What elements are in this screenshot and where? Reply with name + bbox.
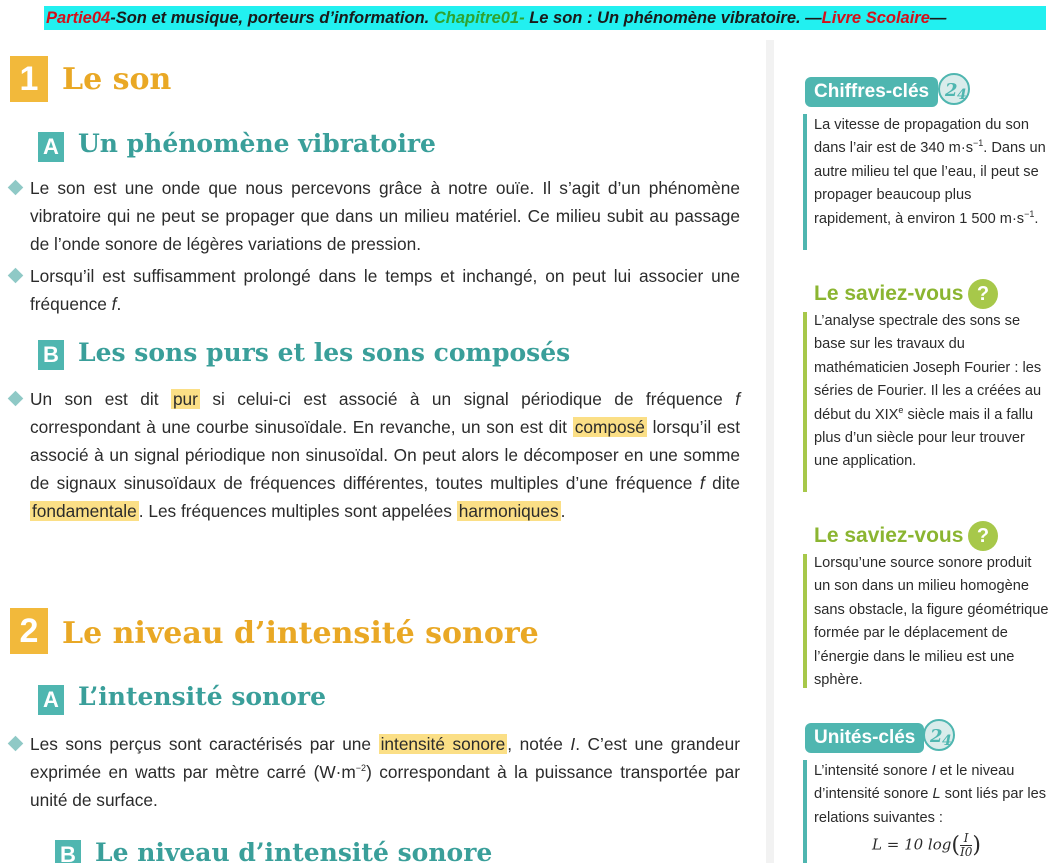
keyword-intensite-sonore: intensité sonore xyxy=(380,734,506,754)
chiffres-cles-tag: Chiffres-clés xyxy=(805,77,938,107)
main-content xyxy=(0,40,768,863)
subsection-letter-2b: B xyxy=(55,840,81,863)
header-banner xyxy=(44,6,1046,30)
numbers-icon xyxy=(922,718,962,752)
keyword-fondamentale: fondamentale xyxy=(32,501,137,521)
keyword-harmoniques: harmoniques xyxy=(458,501,559,521)
unites-cles-text: L’intensité sonore I et le niveau d’intensité sonore L sont liés par les relations suivantes : xyxy=(814,763,1047,826)
svg-text:4: 4 xyxy=(942,733,952,749)
subsection-title-2a: L’intensité sonore xyxy=(78,682,326,711)
subsection-title-2b: Le niveau d’intensité sonore xyxy=(95,838,493,863)
saviez-vous-bar-1 xyxy=(803,312,807,492)
section-title-1: Le son xyxy=(62,62,172,97)
bullet-icon xyxy=(8,391,24,407)
svg-text:4: 4 xyxy=(957,87,967,103)
paragraph-text: Le son est une onde que nous percevons grâce à notre ouïe. Il s’agit d’un phénomène vibratoire qui ne peut se propager que dans un milieu matériel. Ce milieu subit au passage de l’onde sonore de légères variations de pression. xyxy=(30,178,740,254)
chiffres-cles-bar xyxy=(803,114,807,250)
unites-cles-tag: Unités-clés xyxy=(805,723,924,753)
header-chapter: Chapitre01- xyxy=(433,9,525,27)
keyword-compose: composé xyxy=(574,417,645,437)
bullet-icon xyxy=(8,736,24,752)
header-source-end: — xyxy=(929,9,947,27)
keyword-pur: pur xyxy=(172,389,198,409)
question-icon: ? xyxy=(968,521,998,551)
bullet-icon xyxy=(8,180,24,196)
chiffres-cles-text: La vitesse de propagation du son dans l’air est de 340 $m\cdot s^{-1}$. Dans un autre milieu tel que l’eau, il peut se propager beaucoup plus rapidement, à environ 1 500 $m\cdot s^{-1}$. xyxy=(814,117,1046,227)
header-chapter-title: Le son : Un phénomène vibratoire. — xyxy=(529,9,822,27)
svg-text:2: 2 xyxy=(930,726,943,747)
paragraph-text: Les sons perçus sont caractérisés par une intensité sonore , notée I. C’est une grandeur exprimée en watts par mètre carré $(W\cdot m^{-2})$ correspondant à la puissance transportée par unité de surface. xyxy=(30,734,740,810)
subsection-title-1a: Un phénomène vibratoire xyxy=(78,129,436,158)
column-divider xyxy=(766,40,774,863)
subsection-letter-2a: A xyxy=(38,685,64,715)
section-title-2: Le niveau d’intensité sonore xyxy=(62,616,539,651)
subsection-title-1b: Les sons purs et les sons composés xyxy=(78,338,571,367)
bullet-icon xyxy=(8,268,24,284)
saviez-vous-text-1: L’analyse spectrale des sons se base sur les travaux du mathématicien Joseph Fourier : les séries de Fourier. Il les a créées au début du XIXe siècle mais il a fallu plus d’un siècle pour leur trouver une application. xyxy=(814,313,1042,470)
paragraph-vibratoire xyxy=(10,174,740,258)
svg-text:2: 2 xyxy=(945,80,958,101)
paragraph-text: Lorsqu’il est suffisamment prolongé dans le temps et inchangé, on peut lui associer une fréquence f. xyxy=(30,266,740,314)
paragraph-intensite xyxy=(10,730,740,814)
intensity-formula: L = 10 log( $\frac{I}{I0}$) xyxy=(872,831,981,859)
numbers-icon xyxy=(937,72,977,106)
section-number-2: 2 xyxy=(10,608,48,654)
header-source: Livre Scolaire xyxy=(821,9,930,27)
subsection-letter-1a: A xyxy=(38,132,64,162)
section-number-1: 1 xyxy=(10,56,48,102)
saviez-vous-bar-2 xyxy=(803,554,807,688)
subsection-letter-1b: B xyxy=(38,340,64,370)
saviez-vous-text-2: Lorsqu’une source sonore produit un son dans un milieu homogène sans obstacle, la figure géométrique formée par le déplacement de l’énergie dans le milieu est une sphère. xyxy=(814,555,1049,689)
saviez-vous-title-2: Le saviez-vous xyxy=(814,524,964,547)
question-icon: ? xyxy=(968,279,998,309)
paragraph-sons-purs xyxy=(10,385,740,525)
header-part-title: -Son et musique, porteurs d’information. xyxy=(110,9,430,27)
paragraph-frequence xyxy=(10,262,740,318)
unites-cles-bar xyxy=(803,760,807,863)
saviez-vous-title-1: Le saviez-vous xyxy=(814,282,964,305)
header-part: Partie04 xyxy=(46,9,111,27)
paragraph-text: Un son est dit pur si celui-ci est associé à un signal périodique de fréquence f correspondant à une courbe sinusoïdale. En revanche, un son est dit composé lorsqu’il est associé à un signal périodique non sinusoïdal. On peut alors le décomposer en une somme de signaux sinusoïdaux de fréquences différentes, toutes multiples d’une fréquence f dite fondamentale . Les fréquences multiples sont appelées harmoniques . xyxy=(30,389,741,521)
